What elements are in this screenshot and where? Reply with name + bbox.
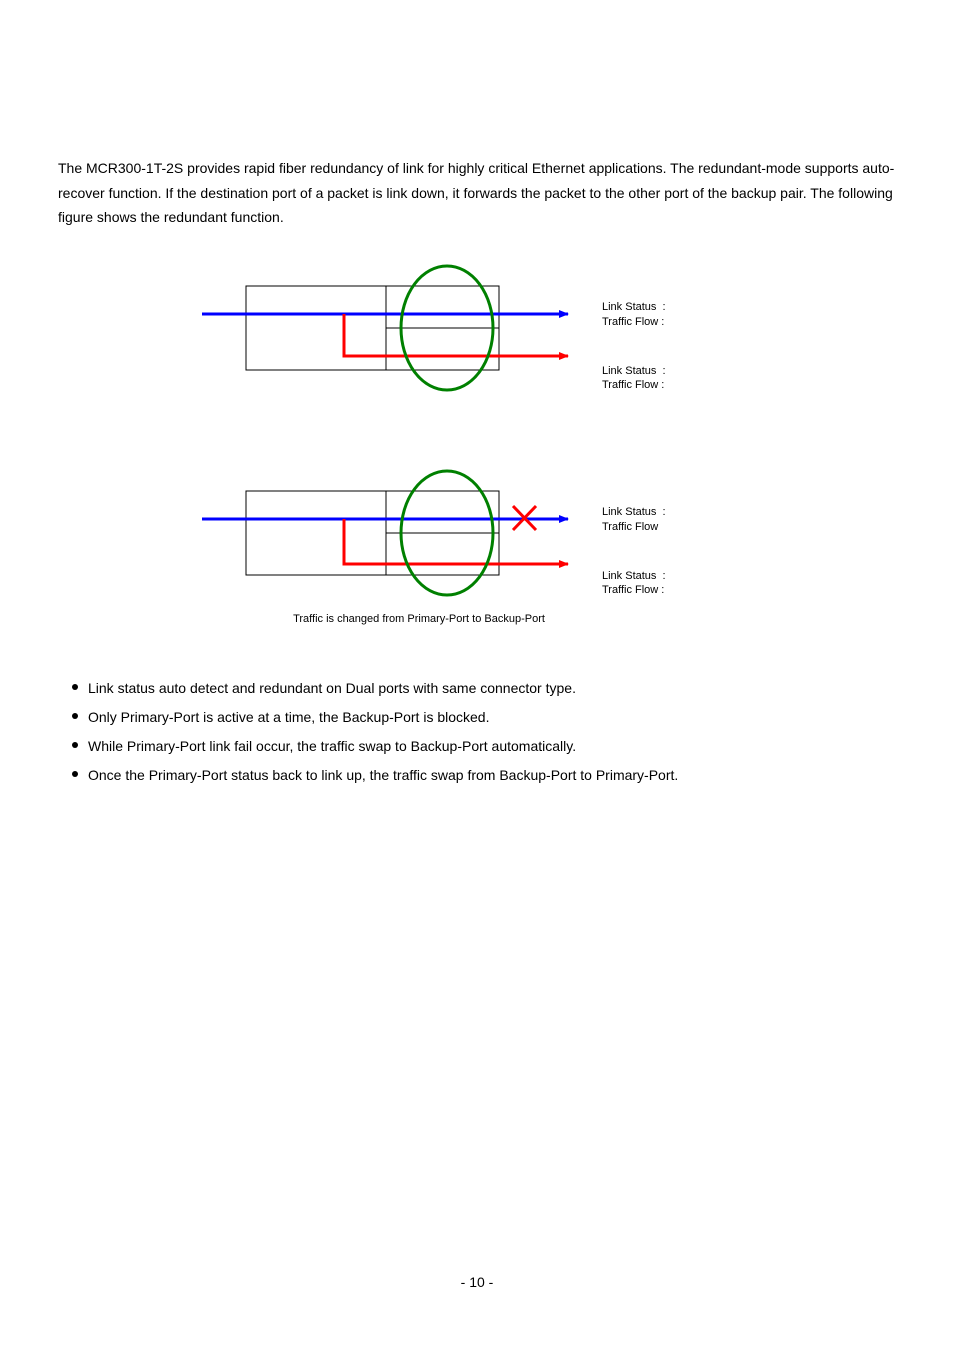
diagram-failover xyxy=(202,471,666,596)
bullet-icon xyxy=(72,713,78,719)
feature-list xyxy=(70,674,678,790)
bottom-primary-link-status: Link Status : xyxy=(602,506,666,518)
intro-paragraph: The MCR300-1T-2S provides rapid fiber redundancy of link for highly critical Ethernet applications. The redundant-mode supports auto-recover function. If the destination port of a packet is link down, it forwards the packet to the other port of the backup pair. The following figure shows the redundant function. xyxy=(58,160,895,225)
diagram-caption: Traffic is changed from Primary-Port to Backup-Port xyxy=(293,613,545,625)
bottom-backup-traffic-flow: Traffic Flow : xyxy=(602,584,665,596)
bullet-icon xyxy=(72,684,78,690)
bullet-icon xyxy=(72,771,78,777)
list-item xyxy=(70,674,678,703)
top-primary-traffic-flow: Traffic Flow : xyxy=(602,316,665,328)
list-item xyxy=(70,732,678,761)
redundancy-diagram xyxy=(0,0,954,640)
top-backup-link-status: Link Status : xyxy=(602,365,666,377)
list-item-text: Once the Primary-Port status back to link up, the traffic swap from Backup-Port to Primary-Port. xyxy=(88,767,679,783)
list-item-text: While Primary-Port link fail occur, the traffic swap to Backup-Port automatically. xyxy=(88,738,577,754)
bottom-backup-link-status: Link Status : xyxy=(602,570,666,582)
list-item-text: Only Primary-Port is active at a time, the Backup-Port is blocked. xyxy=(88,709,490,725)
top-backup-traffic-flow: Traffic Flow : xyxy=(602,379,665,391)
list-item xyxy=(70,761,678,790)
bottom-primary-traffic-flow: Traffic Flow xyxy=(602,521,659,533)
list-item xyxy=(70,703,678,732)
backup-flow-arrow xyxy=(344,519,568,564)
bullet-icon xyxy=(72,742,78,748)
list-item-text: Link status auto detect and redundant on Dual ports with same connector type. xyxy=(88,680,576,696)
backup-flow-arrow xyxy=(344,314,568,356)
diagram-normal xyxy=(202,266,666,391)
top-primary-link-status: Link Status : xyxy=(602,301,666,313)
page-number: - 10 - xyxy=(460,1274,494,1290)
